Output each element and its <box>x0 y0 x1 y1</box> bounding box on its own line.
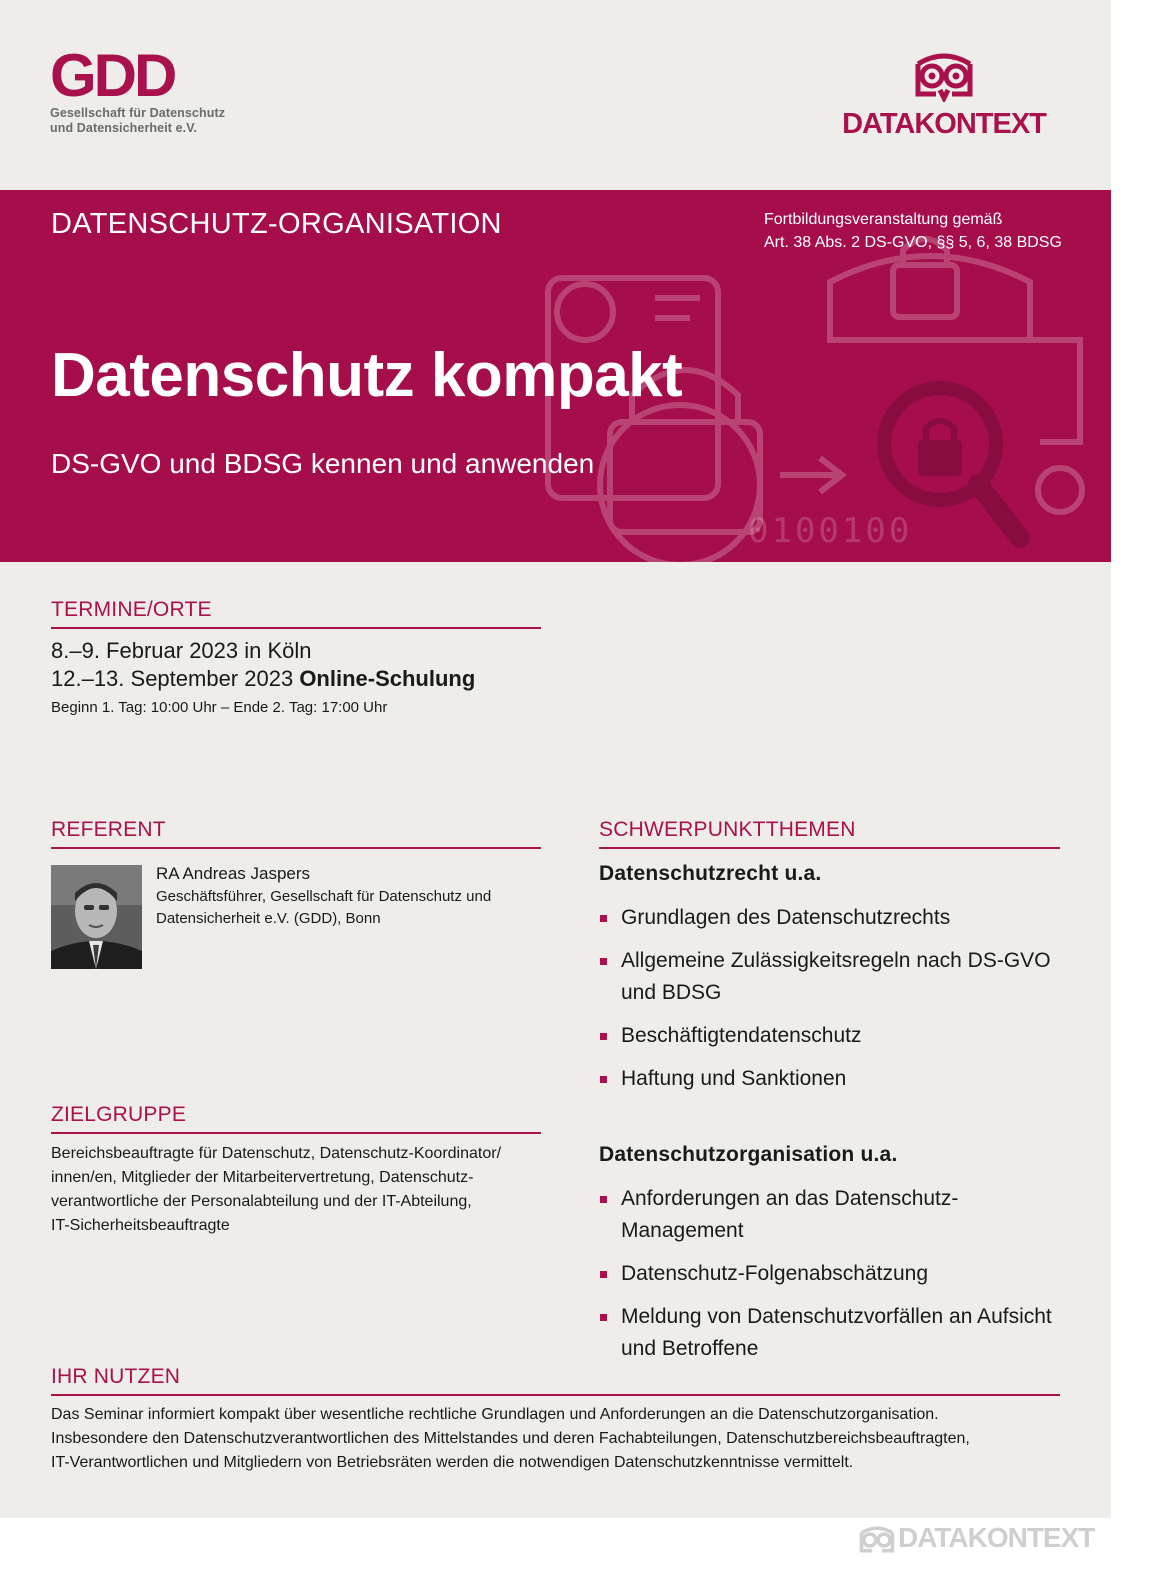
footer-datakontext-logo <box>858 1520 1110 1560</box>
gdd-logo-mark <box>50 50 180 100</box>
list-item-label: Haftung und Sanktionen <box>621 1067 847 1090</box>
banner-note-line: Fortbildungsveranstaltung gemäß <box>764 211 1003 228</box>
schwerpunkte-divider <box>599 847 1060 849</box>
gdd-logo-subtitle <box>50 106 225 136</box>
bullet-square-icon <box>600 1076 607 1083</box>
page-margin-right <box>1111 0 1163 1570</box>
termine-heading: TERMINE/ORTE <box>51 598 212 621</box>
bullet-square-icon <box>600 1271 607 1278</box>
date-range: 12.–13. September 2023 <box>51 666 294 691</box>
bullet-square-icon <box>600 915 607 922</box>
page-title: Datenschutz kompakt <box>51 341 683 410</box>
zielgruppe-line: innen/en, Mitglieder der Mitarbeitervertretung, Datenschutz- <box>51 1169 474 1186</box>
zielgruppe-heading: ZIELGRUPPE <box>51 1103 187 1126</box>
schwerpunkte-heading: SCHWERPUNKTTHEMEN <box>599 818 856 841</box>
list-item <box>599 1183 1069 1247</box>
list-item-label: Grundlagen des Datenschutzrechts <box>621 906 951 929</box>
topic-group-title: Datenschutzorganisation u.a. <box>599 1143 898 1166</box>
bullet-square-icon <box>600 1314 607 1321</box>
topic-list-datenschutzrecht <box>599 902 1069 1106</box>
svg-text:0100100: 0100100 <box>748 511 913 551</box>
list-item <box>599 1020 1069 1052</box>
date-line: 8.–9. Februar 2023 in Köln <box>51 638 312 663</box>
date-line <box>51 665 475 693</box>
banner-note <box>764 208 1062 254</box>
speaker-role <box>156 886 516 930</box>
owl-icon <box>912 50 976 102</box>
nutzen-heading: IHR NUTZEN <box>51 1365 181 1388</box>
zielgruppe-line: IT-Sicherheitsbeauftragte <box>51 1217 230 1234</box>
list-item <box>599 1258 1069 1290</box>
nutzen-text <box>51 1403 1061 1475</box>
zielgruppe-text <box>51 1142 541 1238</box>
list-item-label: Meldung von Datenschutzvorfällen an Aufsicht und Betroffene <box>621 1305 1052 1360</box>
datakontext-wordmark: DATAKONTEXT <box>842 108 1046 140</box>
nutzen-divider <box>51 1394 1060 1396</box>
termine-dates <box>51 637 475 693</box>
topic-group-title: Datenschutzrecht u.a. <box>599 862 822 885</box>
bullet-square-icon <box>600 1196 607 1203</box>
speaker-name: RA Andreas Jaspers <box>156 864 311 883</box>
date-mode: Online-Schulung <box>299 666 476 691</box>
speaker-role-line: Datensicherheit e.V. (GDD), Bonn <box>156 910 381 927</box>
footer-wordmark: DATAKONTEXT <box>898 1522 1095 1553</box>
gdd-logo <box>50 50 225 136</box>
list-item-label: Anforderungen an das Datenschutz-Management <box>621 1187 959 1242</box>
gdd-subtitle-line: und Datensicherheit e.V. <box>50 121 198 135</box>
speaker-role-line: Geschäftsführer, Gesellschaft für Datenschutz und <box>156 888 492 905</box>
datakontext-logo <box>826 50 1062 139</box>
zielgruppe-line: verantwortliche der Personalabteilung und der IT-Abteilung, <box>51 1193 472 1210</box>
list-item <box>599 945 1069 1009</box>
nutzen-line: Das Seminar informiert kompakt über wesentliche rechtliche Grundlagen und Anforderungen an die Datenschutzorganisation. <box>51 1406 939 1423</box>
termine-divider <box>51 627 541 629</box>
zielgruppe-divider <box>51 1132 541 1134</box>
termine-times: Beginn 1. Tag: 10:00 Uhr – Ende 2. Tag: 17:00 Uhr <box>51 699 388 716</box>
list-item-label: Allgemeine Zulässigkeitsregeln nach DS-GVO und BDSG <box>621 949 1051 1004</box>
list-item-label: Beschäftigtendatenschutz <box>621 1024 862 1047</box>
owl-icon <box>858 1522 896 1558</box>
nutzen-line: IT-Verantwortlichen und Mitgliedern von Betriebsräten werden die notwendigen Datenschutzkenntnisse vermittelt. <box>51 1454 854 1471</box>
gdd-subtitle-line: Gesellschaft für Datenschutz <box>50 106 226 120</box>
svg-text:GDD: GDD <box>50 50 175 100</box>
referent-divider <box>51 847 541 849</box>
list-item <box>599 1301 1069 1365</box>
nutzen-line: Insbesondere den Datenschutzverantwortlichen des Mittelstandes und deren Fachabteilungen, Datenschutzbereichsbeauftragten, <box>51 1430 970 1447</box>
speaker-photo <box>51 865 142 969</box>
zielgruppe-line: Bereichsbeauftragte für Datenschutz, Datenschutz-Koordinator/ <box>51 1145 502 1162</box>
list-item <box>599 1063 1069 1095</box>
bullet-square-icon <box>600 1033 607 1040</box>
referent-heading: REFERENT <box>51 818 166 841</box>
page-subtitle: DS-GVO und BDSG kennen und anwenden <box>51 448 595 479</box>
list-item-label: Datenschutz-Folgenabschätzung <box>621 1262 929 1285</box>
banner-kicker: DATENSCHUTZ-ORGANISATION <box>51 208 502 240</box>
list-item <box>599 902 1069 934</box>
topic-list-datenschutzorganisation <box>599 1183 1069 1376</box>
banner-note-line: Art. 38 Abs. 2 DS-GVO, §§ 5, 6, 38 BDSG <box>764 234 1062 251</box>
bullet-square-icon <box>600 958 607 965</box>
